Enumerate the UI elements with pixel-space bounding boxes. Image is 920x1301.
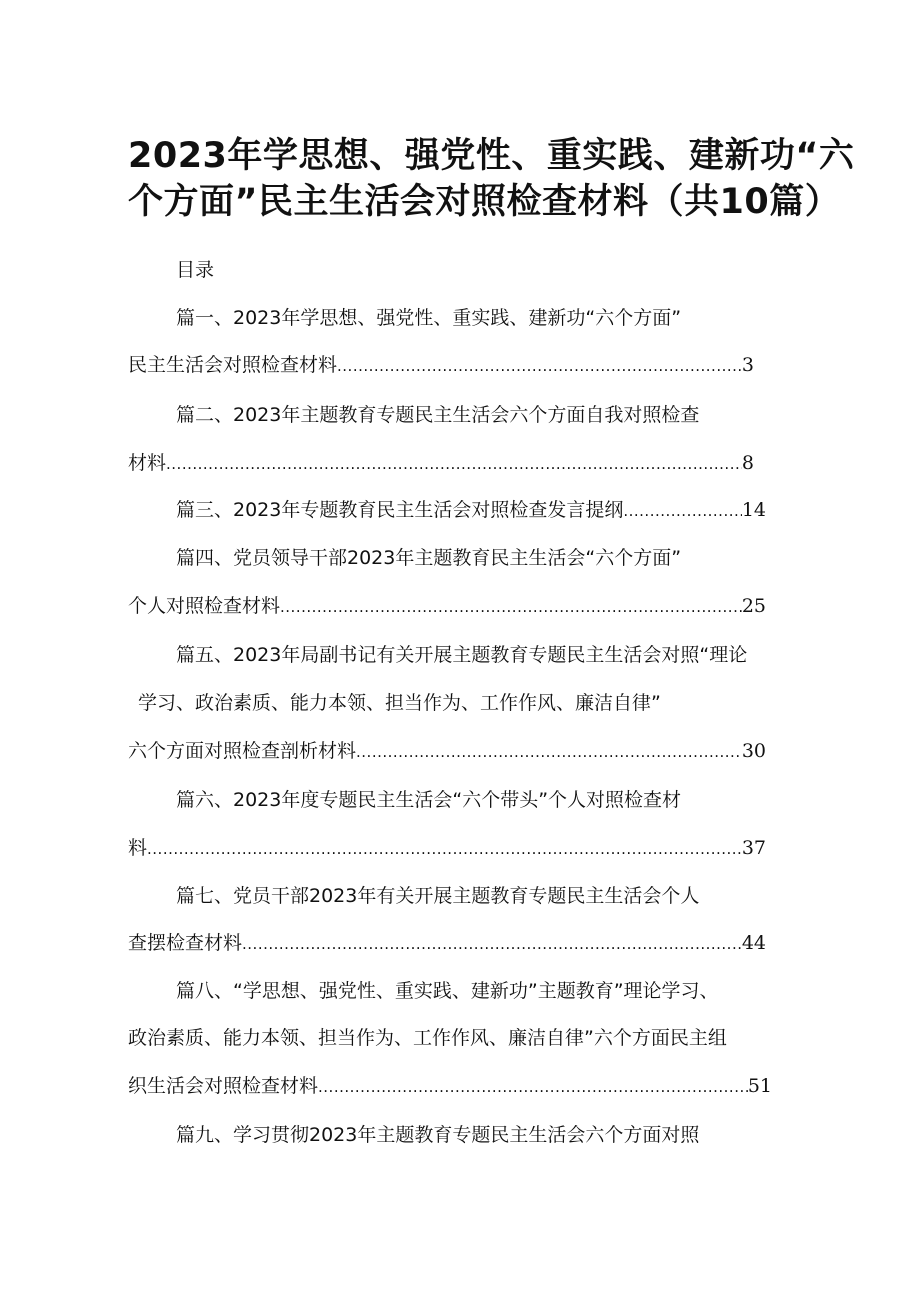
toc-entry-5-text: 六个方面对照检查剖析材料: [128, 740, 357, 762]
toc-entry-7-line-1[interactable]: 篇七、党员干部2023年有关开展主题教育专题民主生活会个人: [176, 885, 700, 907]
toc-entry-7-page: 44: [741, 932, 766, 954]
toc-leader-dots: [337, 353, 742, 379]
toc-entry-2-page: 8: [741, 452, 754, 474]
toc-entry-3-line-1[interactable]: [176, 497, 766, 524]
toc-entry-9-line-1[interactable]: 篇九、学习贯彻2023年主题教育专题民主生活会六个方面对照: [176, 1124, 700, 1146]
toc-entry-3-text: 篇三、2023年专题教育民主生活会对照检查发言提纲: [176, 499, 624, 521]
toc-entry-5-line-1[interactable]: 篇五、2023年局副书记有关开展主题教育专题民主生活会对照“理论: [176, 644, 748, 666]
toc-entry-8-text: 织生活会对照检查材料: [128, 1075, 319, 1097]
toc-entry-7-line-2[interactable]: [128, 930, 766, 957]
toc-entry-4-line-2[interactable]: [128, 593, 766, 620]
toc-entry-6-text: 料: [128, 837, 148, 859]
toc-entry-6-line-2[interactable]: [128, 835, 766, 862]
toc-entry-3-page: 14: [741, 499, 766, 521]
toc-leader-dots: [242, 931, 742, 957]
toc-leader-dots: [166, 451, 742, 477]
toc-leader-dots: [147, 836, 742, 862]
toc-entry-2-line-2[interactable]: [128, 450, 754, 477]
toc-entry-4-text: 个人对照检查材料: [128, 595, 281, 617]
toc-entry-5-page: 30: [741, 740, 766, 762]
toc-entry-1-text: 民主生活会对照检查材料: [128, 354, 338, 376]
toc-entry-4-page: 25: [741, 595, 766, 617]
toc-entry-4-line-1[interactable]: 篇四、党员领导干部2023年主题教育民主生活会“六个方面”: [176, 547, 682, 569]
toc-leader-dots: [280, 594, 742, 620]
document-title-line-2: 个方面”民主生活会对照检查材料（共10篇）: [128, 182, 841, 222]
toc-entry-8-line-1[interactable]: 篇八、“学思想、强党性、重实践、建新功”主题教育”理论学习、: [176, 980, 719, 1002]
toc-leader-dots: [318, 1074, 748, 1100]
toc-entry-2-line-1[interactable]: 篇二、2023年主题教育专题民主生活会六个方面自我对照检查: [176, 404, 700, 426]
toc-entry-7-text: 查摆检查材料: [128, 932, 243, 954]
toc-leader-dots: [623, 498, 741, 524]
toc-entry-6-line-1[interactable]: 篇六、2023年度专题民主生活会“六个带头”个人对照检查材: [176, 789, 682, 811]
toc-entry-5-line-3[interactable]: [128, 738, 766, 765]
toc-entry-1-line-2[interactable]: [128, 352, 754, 379]
toc-entry-8-line-2[interactable]: 政治素质、能力本领、担当作为、工作作风、廉洁自律”六个方面民主组: [128, 1027, 727, 1049]
toc-entry-1-line-1[interactable]: 篇一、2023年学思想、强党性、重实践、建新功“六个方面”: [176, 307, 682, 329]
toc-entry-6-page: 37: [741, 837, 766, 859]
toc-entry-1-page: 3: [741, 354, 754, 376]
toc-entry-8-page: 51: [747, 1075, 772, 1097]
toc-heading: 目录: [176, 259, 215, 281]
toc-entry-8-line-3[interactable]: [128, 1073, 772, 1100]
document-title-line-1: 2023年学思想、强党性、重实践、建新功“六: [128, 136, 855, 176]
toc-entry-5-line-2[interactable]: 学习、政治素质、能力本领、担当作为、工作作风、廉洁自律”: [138, 692, 661, 714]
toc-leader-dots: [356, 739, 742, 765]
toc-entry-2-text: 材料: [128, 452, 167, 474]
